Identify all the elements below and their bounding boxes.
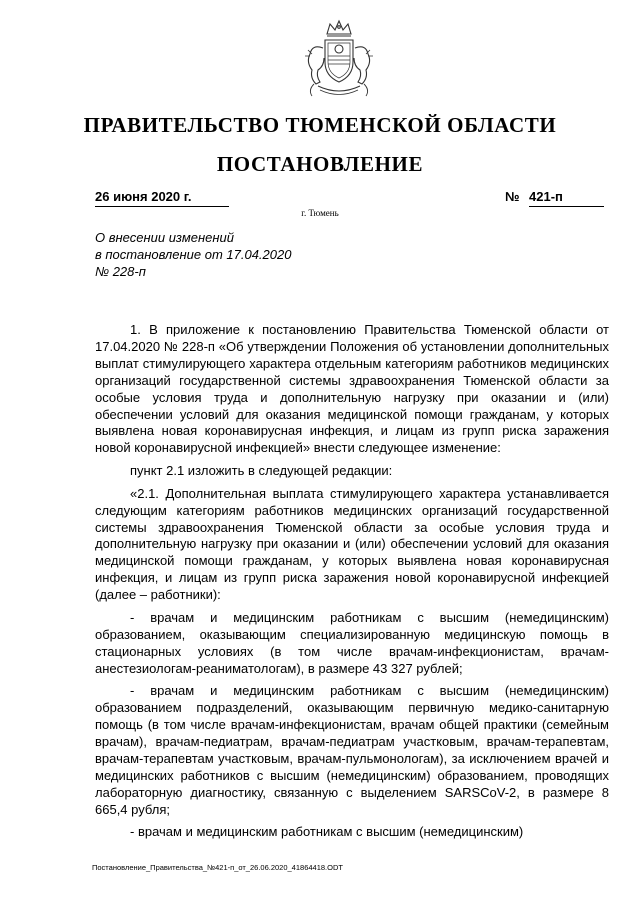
subject-line: в постановление от 17.04.2020 — [95, 247, 292, 262]
tyumen-region-coat-of-arms-icon — [300, 18, 378, 100]
body-paragraph: 1. В приложение к постановлению Правительства Тюменской области от 17.04.2020 № 228-п «Об утверждении Положения об установлении дополнительных выплат стимулирующего характера отдельным категориям работников медицинских организаций государственной системы здравоохранения Тюменской области за особые условия труда и дополнительную нагрузку при оказании и (или) обеспечении условий для оказания медицинской помощи гражданам, у которых выявлена новая коронавирусная инфекция, и лицам из групп риска заражения новой коронавирусной инфекцией» внести следующее изменение: — [95, 322, 609, 456]
document-number: 421-п — [529, 190, 604, 207]
document-number-label: № — [505, 189, 520, 204]
document-subject — [95, 229, 395, 280]
city-label: г. Тюмень — [301, 208, 339, 218]
body-paragraph: пункт 2.1 изложить в следующей редакции: — [130, 463, 393, 479]
subject-line: О внесении изменений — [95, 230, 234, 245]
document-type-title: ПОСТАНОВЛЕНИЕ — [216, 152, 424, 176]
body-paragraph: «2.1. Дополнительная выплата стимулирующего характера устанавливается следующим категориям работников медицинских организаций государственной системы здравоохранения Тюменской области за особые условия труда и дополнительную нагрузку при оказании и (или) обеспечении условий для оказания медицинской помощи гражданам, у которых выявлена новая коронавирусная инфекция, и лицам из групп риска заражения новой коронавирусной инфекцией (далее – работники): — [95, 485, 609, 603]
document-body — [95, 322, 609, 847]
body-paragraph: - врачам и медицинским работникам с высшим (немедицинским) образованием подразделений, оказывающим первичную медико-санитарную помощь (в том числе врачам-инфекционистам, врачам общей практики (семейным врачам), врачам-педиатрам, врачам-педиатрам участковым, врачам-терапевтам, врачам-терапевтам участковым, врачам-пульмонологам), за исключением врачей и медицинских работников с высшим (немедицинским) образованием, проводящих лабораторную диагностику, связанную с выделением SARSCoV-2, в размере 8 665,4 рубля; — [95, 683, 609, 817]
file-footer: Постановление_Правительства_№421-п_от_26.06.2020_41864418.ODT — [92, 863, 343, 872]
government-title: ПРАВИТЕЛЬСТВО ТЮМЕНСКОЙ ОБЛАСТИ — [83, 113, 557, 137]
document-date: 26 июня 2020 г. — [95, 190, 229, 207]
subject-line: № 228-п — [95, 264, 146, 279]
body-paragraph: - врачам и медицинским работникам с высшим (немедицинским) — [130, 824, 524, 840]
body-paragraph: - врачам и медицинским работникам с высшим (немедицинским) образованием, оказывающим специализированную медицинскую помощь в стационарных условиях (в том числе врачам-инфекционистам, врачам-анестезиологам-реаниматологам), в размере 43 327 рублей; — [95, 609, 609, 676]
